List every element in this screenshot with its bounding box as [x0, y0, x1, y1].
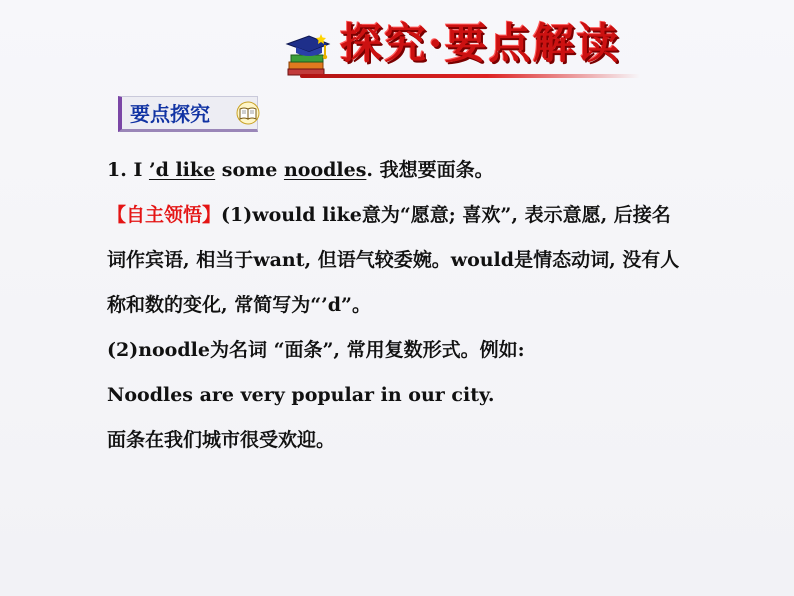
page-title: 探究·要点解读 [340, 19, 621, 68]
example-english: Noodles are very popular in our city. [107, 384, 495, 406]
graduation-cap-books-icon [283, 30, 331, 78]
line1-mid: some [215, 159, 284, 181]
explanation-line-3: 称和数的变化, 常简写为“’d”。 [107, 294, 371, 316]
content-body [107, 148, 767, 463]
line1-suffix: . 我想要面条。 [366, 159, 494, 181]
section-label [118, 96, 258, 132]
explanation-line-1 [107, 193, 767, 238]
title-underline [300, 74, 640, 78]
example-sentence-line [107, 148, 767, 193]
section-label-text: 要点探究 [130, 102, 210, 126]
explanation-line-4: (2)noodle为名词 “面条”, 常用复数形式。例如: [107, 339, 525, 361]
line1-prefix: 1. I [107, 159, 149, 181]
explanation-text-1: (1)would like意为“愿意; 喜欢”, 表示意愿, 后接名 [221, 204, 671, 226]
explanation-line-2: 词作宾语, 相当于want, 但语气较委婉。would是情态动词, 没有人 [107, 249, 680, 271]
example-chinese: 面条在我们城市很受欢迎。 [107, 429, 336, 451]
underlined-word: noodles [283, 159, 367, 181]
open-book-icon [235, 101, 261, 125]
self-study-tag: 【自主领悟】 [107, 204, 222, 226]
underlined-phrase: ’d like [148, 159, 216, 181]
